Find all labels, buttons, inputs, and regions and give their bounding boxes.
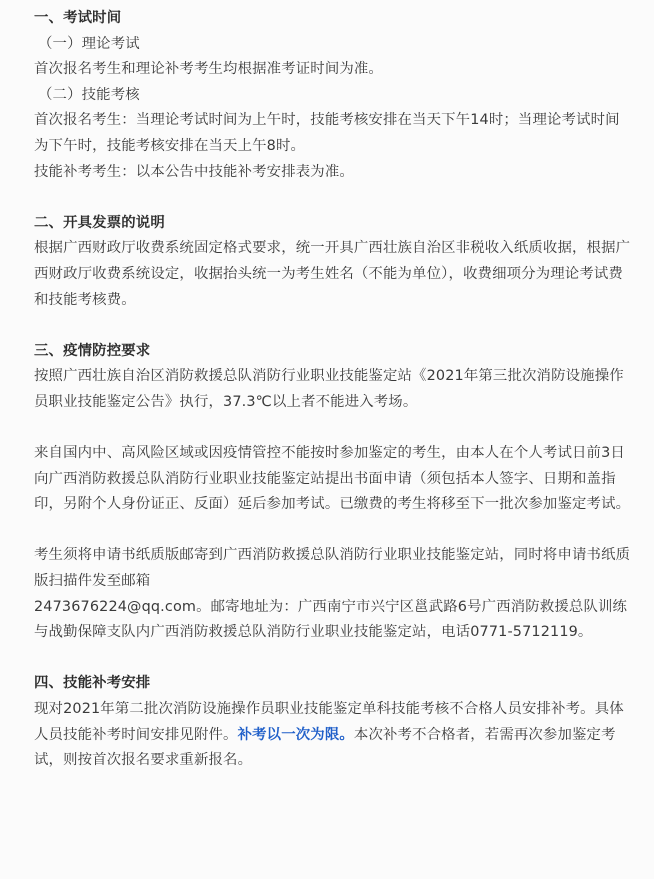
makeup-text-part2: 本次补考不合格者，若需再次参加鉴定考试，则按首次报名要求重新报名。 xyxy=(34,726,616,769)
makeup-limit-highlight: 补考以一次为限。 xyxy=(237,726,354,743)
epidemic-text-3a: 考生须将申请书纸质版邮寄到广西消防救援总队消防行业职业技能鉴定站，同时将申请书纸质版扫描件发至邮箱 xyxy=(34,547,631,590)
theory-exam-subtitle: （一）理论考试 xyxy=(38,35,140,52)
epidemic-text-2: 来自国内中、高风险区域或因疫情管控不能按时参加鉴定的考生，由本人在个人考试日前3日向广西消防救援总队消防行业职业技能鉴定站提出书面申请（须包括本人签字、日期和盖指印，另附个人身份证正、反面）延后参加考试。已缴费的考生将移至下一批次参加鉴定考试。 xyxy=(34,445,631,513)
spacer xyxy=(34,518,632,544)
spacer xyxy=(34,313,632,339)
theory-exam-text: 首次报名考生和理论补考考生均根据准考证时间为准。 xyxy=(34,61,383,78)
skill-exam-subtitle: （二）技能考核 xyxy=(38,86,140,103)
epidemic-text-1: 按照广西壮族自治区消防救援总队消防行业职业技能鉴定站《2021年第三批次消防设施操作员职业技能鉴定公告》执行，37.3℃以上者不能进入考场。 xyxy=(34,368,624,410)
invoice-text: 根据广西财政厅收费系统固定格式要求，统一开具广西壮族自治区非税收入纸质收据，根据广西财政厅收费系统设定，收据抬头统一为考生姓名（不能为单位），收费细项分为理论考试费和技能考核费。 xyxy=(34,240,631,308)
skill-makeup-candidate-text: 技能补考考生：以本公告中技能补考安排表为准。 xyxy=(34,163,354,180)
spacer xyxy=(34,416,632,442)
spacer xyxy=(34,646,632,672)
spacer xyxy=(34,185,632,211)
section-exam-time-title: 一、考试时间 xyxy=(34,10,122,26)
first-time-candidate-text: 首次报名考生：当理论考试时间为上午时，技能考核安排在当天下午14时；当理论考试时间为下午时，技能考核安排在当天上午8时。 xyxy=(34,112,620,154)
section-epidemic-title: 三、疫情防控要求 xyxy=(34,342,151,359)
makeup-text xyxy=(34,697,632,774)
section-invoice-title: 二、开具发票的说明 xyxy=(34,214,165,231)
epidemic-text-3b: 2473676224@qq.com。邮寄地址为：广西南宁市兴宁区邕武路6号广西消防救援总队训练与战勤保障支队内广西消防救援总队消防行业职业技能鉴定站，电话0771-5712119。 xyxy=(34,598,628,641)
makeup-text-part1: 现对2021年第二批次消防设施操作员职业技能鉴定单科技能考核不合格人员安排补考。具体人员技能补考时间安排见附件。 xyxy=(34,701,624,743)
section-makeup-title: 四、技能补考安排 xyxy=(34,675,151,692)
